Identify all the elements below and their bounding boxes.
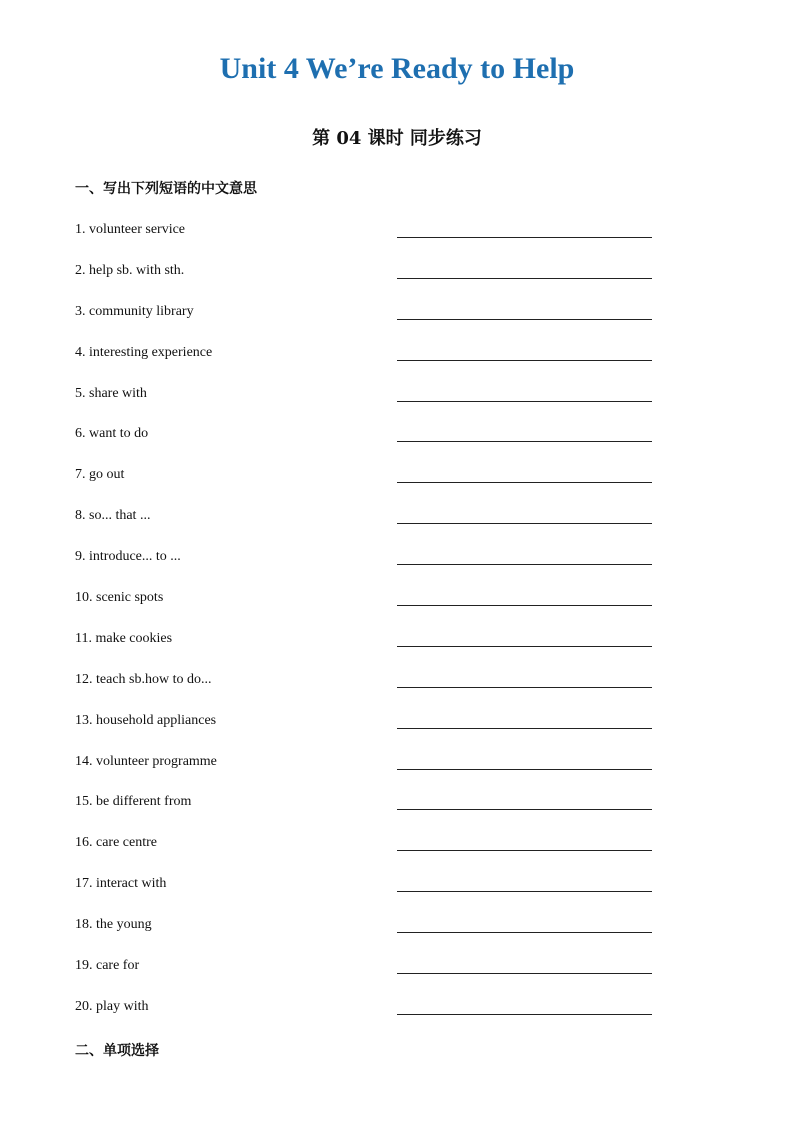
phrase-item	[0, 827, 794, 868]
section-heading-multiple-choice: 二、单项选择	[75, 1043, 159, 1059]
answer-blank-line[interactable]	[397, 973, 652, 974]
phrase-label: 7. go out	[75, 467, 125, 483]
phrase-item	[0, 746, 794, 787]
phrase-label: 5. share with	[75, 385, 147, 401]
phrase-label: 13. household appliances	[75, 712, 217, 728]
answer-blank-line[interactable]	[397, 605, 652, 606]
phrase-item	[0, 786, 794, 827]
phrase-item	[0, 418, 794, 459]
answer-blank-line[interactable]	[397, 728, 652, 729]
answer-blank-line[interactable]	[397, 809, 652, 810]
answer-blank-line[interactable]	[397, 646, 652, 647]
phrase-label: 1. volunteer service	[75, 222, 186, 237]
answer-blank-line[interactable]	[397, 850, 652, 851]
phrase-item	[0, 909, 794, 950]
phrase-item	[0, 623, 794, 664]
phrase-item	[0, 582, 794, 623]
answer-blank-line[interactable]	[397, 278, 652, 279]
phrase-item	[0, 459, 794, 500]
phrase-item	[0, 705, 794, 746]
phrase-item	[0, 950, 794, 991]
phrase-item	[0, 255, 794, 296]
phrase-label: 6. want to do	[75, 426, 149, 442]
phrase-list	[0, 214, 794, 1032]
phrase-label: 3. community library	[75, 303, 194, 319]
phrase-item	[0, 991, 794, 1032]
phrase-label: 2. help sb. with sth.	[75, 262, 185, 278]
phrase-label: 15. be different from	[75, 794, 192, 810]
answer-blank-line[interactable]	[397, 769, 652, 770]
phrase-label: 8. so... that ...	[75, 508, 151, 524]
phrase-item	[0, 868, 794, 909]
phrase-item	[0, 337, 794, 378]
phrase-item	[0, 500, 794, 541]
page-title: Unit 4 We’re Ready to Help	[219, 52, 575, 85]
phrase-label: 9. introduce... to ...	[75, 549, 181, 565]
phrase-label: 11. make cookies	[75, 630, 173, 646]
phrase-item	[0, 541, 794, 582]
phrase-item	[0, 214, 794, 255]
phrase-label: 18. the young	[75, 917, 152, 933]
phrase-item	[0, 296, 794, 337]
answer-blank-line[interactable]	[397, 932, 652, 933]
answer-blank-line[interactable]	[397, 564, 652, 565]
phrase-label: 16. care centre	[75, 835, 157, 851]
answer-blank-line[interactable]	[397, 441, 652, 442]
answer-blank-line[interactable]	[397, 237, 652, 238]
answer-blank-line[interactable]	[397, 401, 652, 402]
answer-blank-line[interactable]	[397, 360, 652, 361]
lesson-subtitle: 第 04 课时 同步练习	[312, 128, 482, 149]
answer-blank-line[interactable]	[397, 687, 652, 688]
phrase-label: 14. volunteer programme	[75, 753, 217, 769]
answer-blank-line[interactable]	[397, 891, 652, 892]
phrase-label: 12. teach sb.how to do...	[75, 671, 212, 687]
phrase-label: 4. interesting experience	[75, 344, 213, 360]
answer-blank-line[interactable]	[397, 482, 652, 483]
phrase-item	[0, 378, 794, 419]
section-heading-translate: 一、写出下列短语的中文意思	[75, 181, 257, 197]
phrase-label: 20. play with	[75, 998, 149, 1014]
phrase-item	[0, 664, 794, 705]
answer-blank-line[interactable]	[397, 523, 652, 524]
phrase-label: 17. interact with	[75, 876, 167, 892]
phrase-label: 10. scenic spots	[75, 590, 164, 606]
phrase-label: 19. care for	[75, 958, 140, 974]
answer-blank-line[interactable]	[397, 319, 652, 320]
answer-blank-line[interactable]	[397, 1014, 652, 1015]
